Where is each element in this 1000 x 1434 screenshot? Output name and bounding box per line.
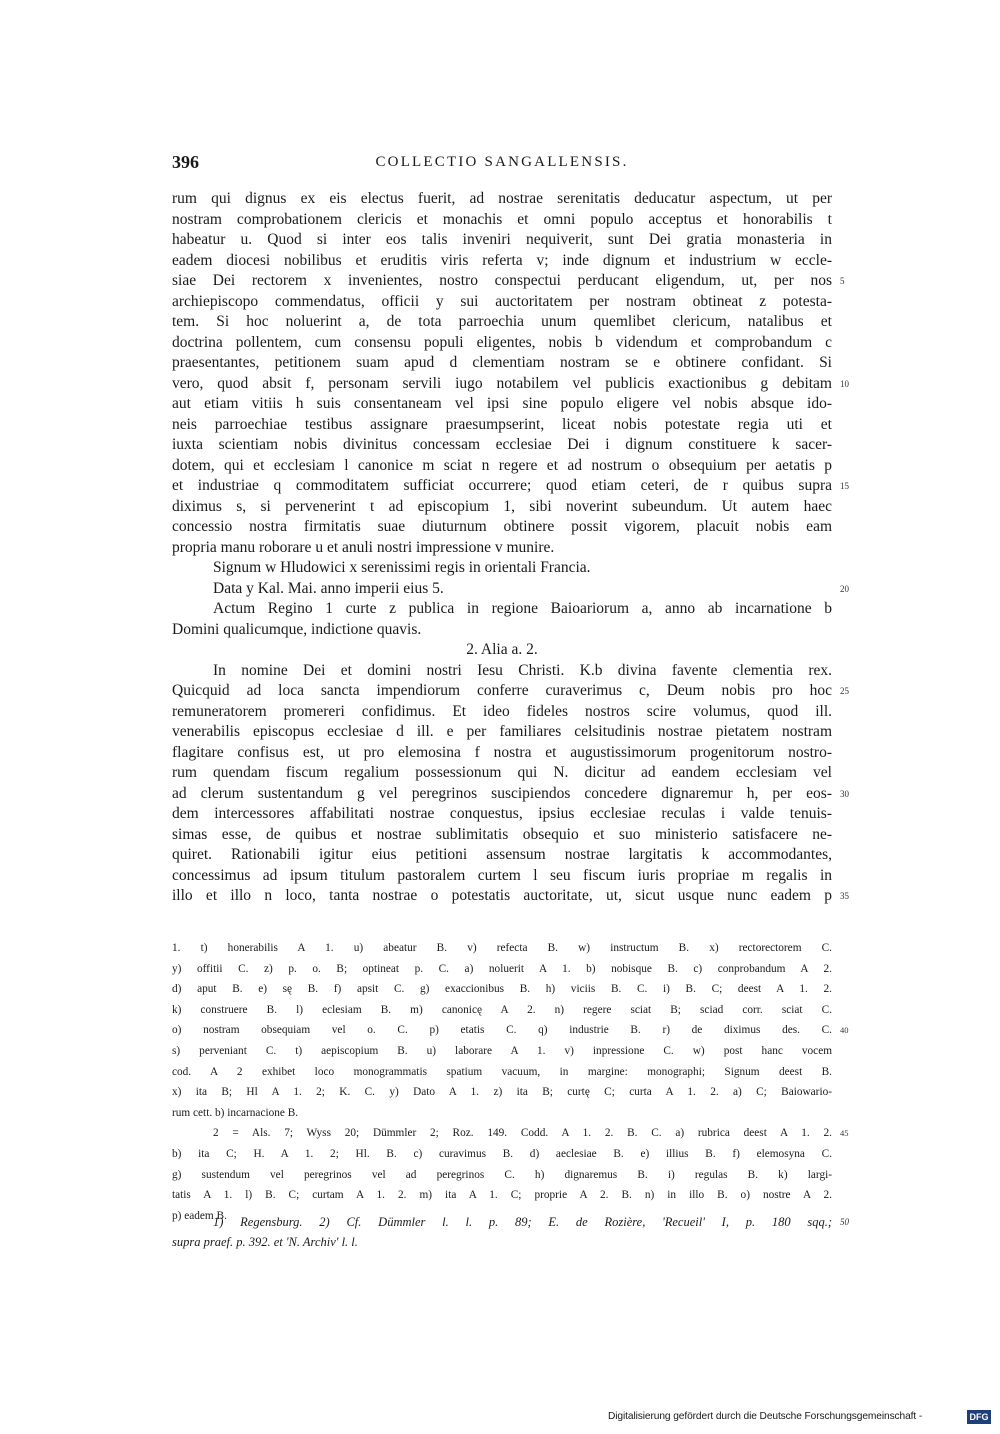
- footnote-line-text: 1) Regensburg. 2) Cf. Dümmler l. l. p. 89; E. de Rozière, 'Recueil' I, p. 180 sqq.;: [213, 1215, 832, 1229]
- text-line-text: dotem, qui et ecclesiam l canonice m sciat n regere et ad nostrum o obsequium per aetatis p: [172, 456, 832, 474]
- text-line: [172, 845, 832, 866]
- text-line-text: Actum Regino 1 curte z publica in regione Baioariorum a, anno ab incarnatione b: [213, 600, 832, 617]
- apparatus-line: [172, 1103, 832, 1124]
- text-line: [172, 579, 849, 600]
- text-line-text: habeatur u. Quod si inter eos talis inveniri nequiverit, sunt Dei gratia monasteria in: [172, 231, 832, 248]
- text-line-text: eadem diocesi nobilibus et eruditis viris referta v; inde dignum et industrium w eccle-: [172, 251, 832, 269]
- apparatus-line-text: tatis A 1. l) B. C; curtam A 1. 2. m) ita A 1. C; proprie A 2. B. n) in illo B. o) nostre A 2.: [172, 1189, 832, 1202]
- text-line: [172, 784, 849, 805]
- text-line-text: ad clerum sustentandum g vel peregrinos suscipiendos concedere dignaremur h, per eos-: [172, 784, 832, 802]
- page-header: [172, 152, 832, 176]
- text-line-text: remuneratorem promereri confidimus. Et ideo fideles nostros scire volumus, quod ill.: [172, 702, 832, 720]
- text-line-text: rum qui dignus ex eis electus fuerit, ad nostrae serenitatis deducatur aspectum, ut per: [172, 190, 832, 207]
- apparatus-line-text: 2 = Als. 7; Wyss 20; Dümmler 2; Roz. 149. Codd. A 1. 2. B. C. a) rubrica deest A 1. 2.: [213, 1127, 832, 1140]
- text-line: [172, 435, 832, 456]
- text-line: [172, 804, 832, 825]
- text-line: [172, 456, 832, 477]
- text-line-text: tem. Si hoc noluerint a, de tota parroechia unum quemlibet clericum, natalibus et: [172, 313, 832, 330]
- text-line-text: doctrina pollentem, cum consensu populi eligentes, nobis b videndum et comprobandum c: [172, 333, 832, 351]
- apparatus-line: [172, 1123, 849, 1144]
- text-line: [172, 763, 832, 784]
- text-line: [172, 681, 849, 702]
- text-line: [172, 271, 845, 292]
- text-line: [172, 538, 832, 559]
- text-line-text: illo et illo n loco, tanta nostrae o potestatis auctoritate, ut, sicut usque nunc eadem p: [172, 887, 832, 904]
- text-line-text: Data y Kal. Mai. anno imperii eius 5.: [213, 579, 444, 597]
- text-line-text: Quicquid ad loca sancta impendiorum conferre curaverimus c, Deum nobis pro hoc: [172, 682, 832, 699]
- text-line: [172, 497, 832, 518]
- apparatus-line: [172, 959, 832, 980]
- text-line-text: dem intercessores affabilitati nostrae conquestus, ipsius ecclesiae reculas i valde tenuis-: [172, 805, 832, 822]
- text-line-text: flagitare confisus est, ut pro elemosina f nostra et augustissimorum progenitorum nostro-: [172, 743, 832, 761]
- line-number: 45: [840, 1128, 849, 1139]
- text-line-text: et industriae q commoditatem sufficiat occurrere; quod etiam ceteri, de r quibus supra: [172, 477, 832, 494]
- text-line: [172, 230, 832, 251]
- dfg-logo-icon: DFG: [967, 1410, 991, 1424]
- text-line-text: propria manu roborare u et anuli nostri impressione v munire.: [172, 538, 555, 556]
- text-line-text: praesentantes, petitionem suam apud d clementiam nostram se e obtinere confidant. Si: [172, 354, 832, 371]
- text-line: [172, 743, 832, 764]
- text-line: [172, 620, 832, 641]
- text-line-text: Domini qualicumque, indictione quavis.: [172, 620, 422, 638]
- line-number: 50: [840, 1217, 849, 1227]
- text-line: [172, 394, 832, 415]
- text-line-text: aut etiam vitiis h suis consentaneam vel ipsi sine populo eligere vel nobis absque ido-: [172, 395, 832, 412]
- funding-note: Digitalisierung gefördert durch die Deutsche Forschungsgemeinschaft -: [608, 1411, 923, 1422]
- apparatus-line: [172, 1082, 832, 1103]
- text-line-text: rum quendam fiscum regalium possessionum qui N. dicitur ad eandem ecclesiam vel: [172, 764, 832, 781]
- text-line: [172, 189, 832, 210]
- text-line: [172, 866, 832, 887]
- line-number: 35: [840, 891, 849, 901]
- apparatus-line-text: 1. t) honerabilis A 1. u) abeatur B. v) refecta B. w) instructum B. x) rectorectorem C.: [172, 942, 832, 954]
- apparatus-line: [172, 1144, 832, 1165]
- text-line-text: neis parroechiae testibus assignare praesumpserint, liceat nobis potestate regia uti et: [172, 415, 832, 433]
- text-line: [172, 886, 849, 907]
- apparatus-line-text: cod. A 2 exhibet loco monogrammatis spatium vacuum, in margine: monographi; Signum deest B.: [172, 1065, 832, 1078]
- page-number: 396: [172, 152, 199, 172]
- digitization-footer: [608, 1411, 988, 1425]
- text-line-text: concessimus ad ipsum titulum pastoralem curtem l seu fiscum iuris propriae m regalis in: [172, 866, 832, 884]
- text-line-text: diximus s, si pervenerint t ad episcopium 1, sibi noverint subeundum. Ut autem haec: [172, 497, 832, 515]
- text-line: [172, 599, 832, 620]
- text-line: [172, 640, 832, 661]
- text-line-text: concessio nostra firmitatis suae diuturnum obtinere possit vigorem, placuit nobis eam: [172, 518, 832, 535]
- footnote-line-text: supra praef. p. 392. et 'N. Archiv' l. l.: [172, 1235, 358, 1249]
- line-number: 40: [840, 1025, 849, 1036]
- text-line: [172, 476, 849, 497]
- running-title: COLLECTIO SANGALLENSIS.: [375, 154, 629, 170]
- apparatus-line: [172, 1020, 849, 1041]
- text-line: [172, 825, 832, 846]
- text-line: [172, 210, 832, 231]
- line-number: 25: [840, 686, 849, 696]
- apparatus-line-text: rum cett. b) incarnacione B.: [172, 1106, 299, 1119]
- apparatus-line: [172, 979, 832, 1000]
- text-line: [172, 661, 832, 682]
- text-line-text: quiret. Rationabili igitur eius petitioni assensum nostrae largitatis k accommodantes,: [172, 846, 832, 863]
- text-line: [172, 312, 832, 333]
- footnote-line: [172, 1232, 832, 1252]
- apparatus-line-text: s) perveniant C. t) aepiscopium B. u) laborare A 1. v) inpressione C. w) post hanc vocem: [172, 1044, 832, 1057]
- line-number: 20: [840, 583, 849, 594]
- line-number: 30: [840, 788, 849, 799]
- line-number: 15: [840, 481, 849, 491]
- text-line: [172, 292, 832, 313]
- apparatus-line-text: d) aput B. e) sę B. f) apsit C. g) exaccionibus B. h) viciis B. C. i) B. C; deest A 1. 2.: [172, 983, 832, 996]
- text-line-text: 2. Alia a. 2.: [466, 641, 538, 658]
- apparatus-line-text: x) ita B; Hl A 1. 2; K. C. y) Dato A 1. z) ita B; curtę C; curta A 1. 2. a) C; Baiowario-: [172, 1086, 832, 1099]
- text-line: [172, 558, 832, 579]
- text-line-text: vero, quod absit f, personam servili iugo notabilem vel publicis exactionibus g debitam: [172, 374, 832, 392]
- text-line: [172, 415, 832, 436]
- text-line: [172, 722, 832, 743]
- text-line: [172, 333, 832, 354]
- footnotes: [172, 1209, 849, 1252]
- text-line-text: archiepiscopo commendatus, officii y sui auctoritatem per nostram obtineat z potesta-: [172, 292, 832, 310]
- apparatus-line: [172, 1041, 832, 1062]
- text-line: [172, 374, 849, 395]
- apparatus-line-text: g) sustendum vel peregrinos vel ad peregrinos C. h) dignaremus B. i) regulas B. k) largi-: [172, 1168, 832, 1181]
- main-text: [172, 189, 849, 907]
- line-number: 10: [840, 378, 849, 389]
- apparatus-line: [172, 1062, 832, 1083]
- apparatus-line: [172, 938, 832, 959]
- apparatus-line-text: y) offitii C. z) p. o. B; optineat p. C. a) noluerit A 1. b) nobisque B. c) conprobandum A 2.: [172, 962, 832, 975]
- apparatus-line: [172, 1000, 832, 1021]
- apparatus-line-text: p) eadem B.: [172, 1209, 227, 1222]
- apparatus-line: [172, 1185, 832, 1206]
- apparatus-line-text: b) ita C; H. A 1. 2; Hl. B. c) curavimus B. d) aeclesiae B. e) illius B. f) elemosyna C.: [172, 1147, 832, 1160]
- apparatus-line: [172, 1165, 832, 1186]
- text-line-text: nostram comprobationem clericis et monachis et omni populo acceptus et honorabilis t: [172, 210, 832, 228]
- text-line-text: iuxta scientiam nobis divinitus concessam ecclesiae Dei i dignum constituere k sacer-: [172, 436, 832, 453]
- text-line-text: siae Dei rectorem x invenientes, nostro conspectui perducant eligendum, ut, per nos: [172, 272, 832, 289]
- text-line-text: simas esse, de quibus et nostrae sublimitatis obsequio et suo ministerio satisfacere ne-: [172, 825, 832, 843]
- text-line: [172, 517, 832, 538]
- line-number: 5: [840, 276, 845, 286]
- text-line: [172, 353, 832, 374]
- text-line: [172, 251, 832, 272]
- apparatus-line-text: o) nostram obsequiam vel o. C. p) etatis C. q) industrie B. r) de diximus des. C.: [172, 1024, 832, 1037]
- footnote-line: [172, 1209, 849, 1232]
- text-line-text: Signum w Hludowici x serenissimi regis in orientali Francia.: [213, 559, 591, 576]
- text-line-text: In nomine Dei et domini nostri Iesu Christi. K.b divina favente clementia rex.: [213, 661, 832, 679]
- apparatus-line-text: k) construere B. l) eclesiam B. m) canonicę A 2. n) regere sciat B; sciad corr. sciat C.: [172, 1003, 832, 1016]
- text-line-text: venerabilis episcopus ecclesiae d ill. e per familiares celsitudinis nostrae pietatem nostram: [172, 723, 832, 740]
- text-line: [172, 702, 832, 723]
